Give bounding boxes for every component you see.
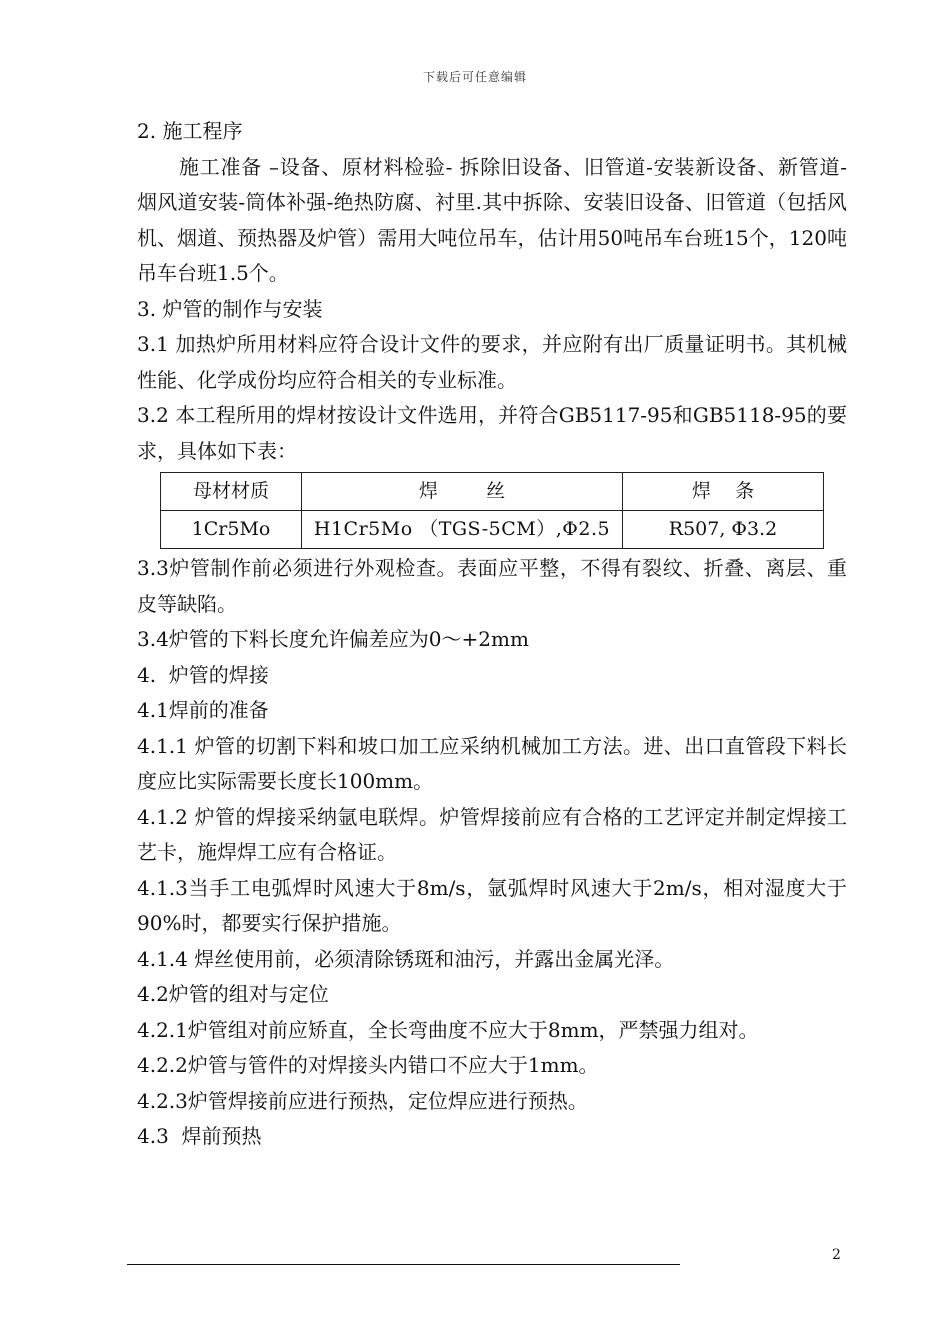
table-header-base-material: 母材材质 bbox=[161, 473, 302, 511]
paragraph-4-2-3: 4.2.3炉管焊接前应进行预热，定位焊应进行预热。 bbox=[137, 1088, 588, 1113]
section-heading-4: 4. 炉管的焊接 bbox=[137, 662, 269, 687]
paragraph-4-2-1: 4.2.1炉管组对前应矫直，全长弯曲度不应大于8mm，严禁强力组对。 bbox=[137, 1017, 759, 1042]
header-note: 下载后可任意编辑 bbox=[422, 70, 527, 84]
paragraph-4-1-1: 4.1.1 炉管的切割下料和坡口加工应采纳机械加工方法。进、出口直管段下料长度应比实际需要长度长100mm。 bbox=[137, 733, 847, 793]
subsection-heading-4-2: 4.2炉管的组对与定位 bbox=[137, 982, 329, 1006]
welding-material-table bbox=[160, 472, 824, 549]
paragraph-4-1-4: 4.1.4 焊丝使用前，必须清除锈斑和油污，并露出金属光泽。 bbox=[137, 946, 675, 971]
table-cell-electrode: R507, Φ3.2 bbox=[623, 511, 824, 549]
table-cell-base-material: 1Cr5Mo bbox=[161, 511, 302, 549]
table-header-wire: 焊 丝 bbox=[302, 473, 623, 511]
paragraph-4-1-2: 4.1.2 炉管的焊接采纳氩电联焊。炉管焊接前应有合格的工艺评定并制定焊接工艺卡，施焊焊工应有合格证。 bbox=[137, 804, 847, 864]
section-heading-3: 3. 炉管的制作与安装 bbox=[137, 296, 323, 321]
table-header-electrode: 焊 条 bbox=[623, 473, 824, 511]
paragraph-4-2-2: 4.2.2炉管与管件的对焊接头内错口不应大于1mm。 bbox=[137, 1053, 599, 1077]
table-cell-wire: H1Cr5Mo （TGS-5CM）,Φ2.5 bbox=[302, 511, 623, 549]
paragraph-3-2: 3.2 本工程所用的焊材按设计文件选用，并符合GB5117-95和GB5118-95的要求，具体如下表： bbox=[137, 403, 847, 463]
table-header-row bbox=[161, 473, 824, 511]
paragraph-3-1: 3.1 加热炉所用材料应符合设计文件的要求，并应附有出厂质量证明书。其机械性能、化学成份均应符合相关的专业标准。 bbox=[137, 332, 847, 392]
subsection-heading-4-3: 4.3 焊前预热 bbox=[137, 1124, 262, 1148]
paragraph-4-1-3: 4.1.3当手工电弧焊时风速大于8m/s，氩弧焊时风速大于2m/s，相对湿度大于90%时，都要实行保护措施。 bbox=[137, 875, 847, 935]
footer-divider bbox=[127, 1264, 680, 1265]
document-body bbox=[137, 114, 847, 1155]
page-number: 2 bbox=[832, 1247, 841, 1263]
paragraph-3-3: 3.3炉管制作前必须进行外观检查。表面应平整，不得有裂纹、折叠、离层、重皮等缺陷。 bbox=[137, 556, 847, 616]
paragraph-3-4: 3.4炉管的下料长度允许偏差应为0～+2mm bbox=[137, 627, 529, 651]
subsection-heading-4-1: 4.1焊前的准备 bbox=[137, 698, 269, 722]
paragraph-procedure: 施工准备 –设备、原材料检验- 拆除旧设备、旧管道-安装新设备、新管道- 烟风道安装-筒体补强-绝热防腐、衬里.其中拆除、安装旧设备、旧管道（包括风机、烟道、预热器及炉管）需用大吨位吊车，估计用50吨吊车台班15个，120吨吊车台班1.5个。 bbox=[137, 154, 847, 285]
section-heading-2: 2. 施工程序 bbox=[137, 119, 243, 143]
table-row bbox=[161, 511, 824, 549]
